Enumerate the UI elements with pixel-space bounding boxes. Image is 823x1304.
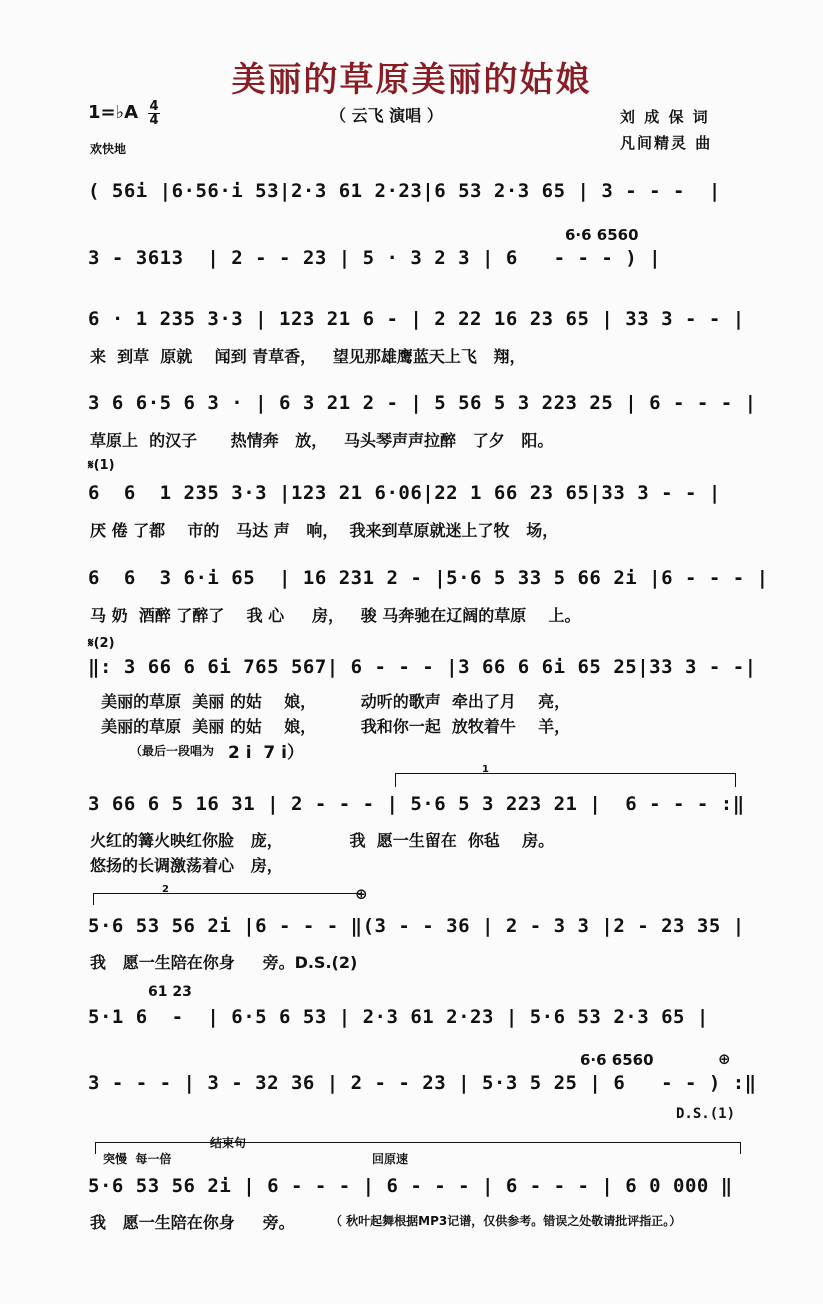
lyric-line-8-verse-1: 火红的篝火映红你脸 庞， 我 愿一生留在 你毡 房。 — [90, 831, 555, 850]
volta-1-label: 1 — [482, 764, 489, 775]
time-signature — [148, 100, 160, 127]
composer-credit: 凡间精灵 曲 — [620, 134, 713, 152]
segno-2: 𝄋(2) — [88, 636, 115, 651]
score-line-11-upper: 6·6 6560 — [580, 1051, 654, 1069]
score-line-1: ( 56i |6·56·i 53|2·3 61 2·23|6 53 2·3 65 | 3 - - - | — [88, 180, 721, 202]
lyric-line-4: 草原上 的汉子 热情奔 放， 马头琴声声拉醉 了夕 阳。 — [90, 431, 554, 450]
score-line-10: 5·1 6 - | 6·5 6 53 | 2·3 61 2·23 | 5·6 53 2·3 65 | — [88, 1006, 709, 1028]
score-line-7: ‖: 3 66 6 6i 765 567| 6 - - - |3 66 6 6i 65 25|33 3 - -| — [88, 656, 757, 678]
key-signature: 1=♭A — [88, 102, 139, 123]
ds-1-marking: D.S.(1) — [676, 1106, 736, 1122]
last-verse-note-notes: 2 i 7 i） — [228, 743, 304, 763]
last-verse-note-label: （最后一段唱为 — [130, 744, 215, 758]
tempo-marking: 欢快地 — [90, 142, 127, 156]
lyric-line-9: 我 愿一生陪在你身 旁。D.S.(2) — [90, 953, 358, 972]
volta-1-bracket — [395, 773, 735, 774]
lyric-line-6: 马 奶 酒醉 了醉了 我 心 房， 骏 马奔驰在辽阔的草原 上。 — [90, 606, 581, 625]
score-line-12: 5·6 53 56 2i | 6 - - - | 6 - - - | 6 - - - | 6 0 000 ‖ — [88, 1175, 733, 1197]
score-line-2-upper: 6·6 6560 — [565, 226, 639, 244]
lyric-line-12: 我 愿一生陪在你身 旁。 — [90, 1213, 295, 1232]
lyric-line-8-verse-2: 悠扬的长调激荡着心 房， — [90, 856, 283, 875]
score-line-11: 3 - - - | 3 - 32 36 | 2 - - 23 | 5·3 5 25 | 6 - - ) :‖ — [88, 1072, 757, 1094]
time-signature-top: 4 — [149, 99, 159, 114]
lyric-line-7-verse-2: 美丽的草原 美丽 的姑 娘， 我和你一起 放牧着牛 羊， — [90, 717, 571, 736]
score-line-4: 3 6 6·5 6 3 · | 6 3 21 2 - | 5 56 5 3 223 25 | 6 - - - | — [88, 392, 757, 414]
volta-2-bracket — [93, 893, 361, 894]
score-line-5: 6 6 1 235 3·3 |123 21 6·06|22 1 66 23 65|33 3 - - | — [88, 482, 721, 504]
lyric-line-3: 来 到草 原就 闻到 青草香， 望见那雄鹰蓝天上飞 翔， — [90, 347, 526, 366]
ending-bracket — [95, 1142, 740, 1143]
score-line-10-upper: 61 23 — [148, 984, 192, 1000]
score-line-9: 5·6 53 56 2i |6 - - - ‖(3 - - 36 | 2 - 3 3 |2 - 23 35 | — [88, 915, 745, 937]
coda-icon: ⊕ — [355, 885, 368, 903]
score-line-8: 3 66 6 5 16 31 | 2 - - - | 5·6 5 3 223 21 | 6 - - - :‖ — [88, 793, 745, 815]
ending-label: 结束句 — [210, 1136, 247, 1150]
time-signature-bottom: 4 — [149, 113, 159, 128]
singer-credit: （ 云飞 演唱 ） — [330, 106, 443, 125]
transcriber-note: （ 秋叶起舞根据MP3记谱，仅供参考。错误之处敬请批评指正。） — [330, 1214, 682, 1228]
segno-1: 𝄋(1) — [88, 458, 115, 473]
score-line-2: 3 - 3613 | 2 - - 23 | 5 · 3 2 3 | 6 - - - ) | — [88, 247, 662, 269]
lyricist-credit: 刘 成 保 词 — [620, 108, 710, 126]
a-tempo-label: 回原速 — [372, 1152, 409, 1166]
song-title: 美丽的草原美丽的姑娘 — [231, 60, 592, 100]
volta-2-label: 2 — [162, 884, 169, 895]
score-line-6: 6 6 3 6·i 65 | 16 231 2 - |5·6 5 33 5 66 2i |6 - - - | — [88, 567, 769, 589]
coda-icon-end: ⊕ — [718, 1050, 731, 1068]
lyric-line-5: 厌 倦 了都 市的 马达 声 响， 我来到草原就迷上了牧 场， — [90, 521, 559, 540]
lyric-line-7-verse-1: 美丽的草原 美丽 的姑 娘， 动听的歌声 牵出了月 亮， — [90, 692, 571, 711]
slowdown-label: 突慢 每一倍 — [103, 1152, 172, 1166]
score-line-3: 6 · 1 235 3·3 | 123 21 6 - | 2 22 16 23 65 | 33 3 - - | — [88, 308, 745, 330]
